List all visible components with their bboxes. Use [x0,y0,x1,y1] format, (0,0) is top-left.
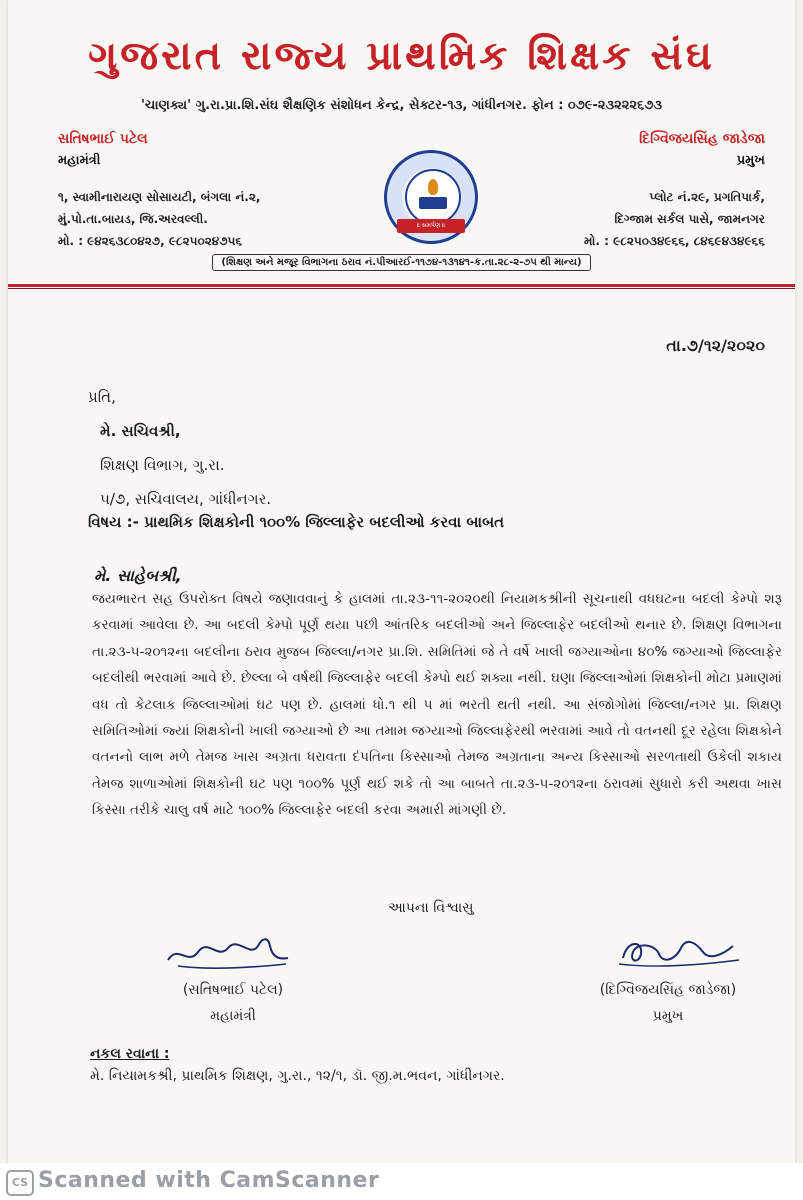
signatory-left-name: (સતિષભાઈ પટેલ) [182,982,284,998]
general-secretary-address-2: મું.પો.તા.બાયડ, જિ.અરવલ્લી. [58,212,208,226]
letter-sheet [8,0,795,1165]
copy-to-label: નકલ રવાના : [90,1046,170,1062]
recipient-block [88,380,271,516]
president-address-1: પ્લોટ નં.૨૯, પ્રગતિપાર્ક, [649,190,765,204]
president-phone: મો. : ૯૮૨૫૦૩૪૯૬૬, ૮૪૬૯૪૩૪૯૬૬ [583,234,765,248]
signature-right [563,930,773,1024]
closing: આપના વિશ્વાસુ [388,900,474,916]
signatory-right-role: પ્રમુખ [652,1008,684,1024]
organization-title: ગુજરાત રાજ્ય પ્રાથમિક શિક્ષક સંઘ [88,33,715,79]
book-icon [419,197,447,209]
salutation: મે. સાહેબશ્રી, [94,566,182,585]
seal-inner-ring [405,169,461,225]
signatory-right-name: (દિગ્વિજયસિંહ જાડેજા) [599,982,737,998]
general-secretary-address-1: ૧, સ્વામીનારાયણ સોસાયટી, બંગલા નં.૨, [58,190,261,204]
organization-seal-icon [384,150,478,244]
camscanner-logo-icon: CS [6,1170,34,1196]
copy-to-recipient: મે. નિયામકશ્રી, પ્રાથમિક શિક્ષણ, ગુ.રા., ૧૨/૧, ડૉ. જી.મ.ભવન, ગાંધીનગર. [90,1068,505,1084]
general-secretary-phone: મો. : ૯૪૨૬૩૮૦૪૨૭, ૯૮૨૫૦૨૪૭૫૬ [58,234,243,248]
letterhead-divider [8,284,795,287]
organization-address: 'ચાણક્ય' ગુ.રા.પ્રા.શિ.સંઘ શૈક્ષણિક સંશોધન કેન્દ્ર, સેક્ટર-૧૩, ગાંધીનગર. ફોન : ૦૭૯-૨૩૨૨૨૬૭૩ [140,98,663,113]
signature-scribble-icon [158,930,308,974]
signature-scribble-icon [563,930,773,974]
letterhead-divider-thin [8,288,795,289]
scanner-watermark [0,1163,803,1200]
signatory-left-role: મહામંત્રી [210,1008,256,1024]
recipient-line: શિક્ષણ વિભાગ, ગુ.રા. [100,456,225,474]
recipient-line: ૫/૭, સચિવાલય, ગાંધીનગર. [100,490,272,508]
recipient-line: મે. સચિવશ્રી, [100,422,181,440]
camscanner-text: Scanned with CamScanner [38,1168,380,1193]
president-role: પ્રમુખ [736,153,765,168]
president-address-2: દિગ્જામ સર્કલ પાસે, જામનગર [614,212,765,226]
president-block [584,128,765,252]
recipient-line: પ્રતિ, [88,388,116,406]
president-name: દિગ્વિજયસિંહ જાડેજા [639,131,765,147]
letter-subject: વિષય :- પ્રાથમિક શિક્ષકોની ૧૦૦% જિલ્લાફેર બદલીઓ કરવા બાબત [88,513,505,531]
general-secretary-name: સતિષભાઈ પટેલ [58,131,148,147]
letter-date: તા.૭/૧૨/૨૦૨૦ [666,336,765,355]
seal-motto: ॥ સમર્પણ ॥ [397,219,465,233]
registration-text: (શિક્ષણ અને મજૂર વિભાગના ઠરાવ નં.પીઆરઈ-૧૧૭૪-૧૩૧૪૧-ક.તા.૨૮-૨-૭૫ થી માન્ય) [212,254,590,271]
general-secretary-block [58,128,260,252]
general-secretary-role: મહામંત્રી [58,153,101,168]
signature-left [158,930,308,1024]
flame-icon [428,179,438,195]
letter-body: જયભારત સહ ઉપરોક્ત વિષયે જણાવવાનું કે હાલમાં તા.૨૩-૧૧-૨૦૨૦થી નિયામકશ્રીની સૂચનાથી વધઘટના બદલી કેમ્પો શરૂ કરવામાં આવેલા છે. આ બદલી કેમ્પો પૂર્ણ થયા પછી આંતરિક બદલીઓ અને જિલ્લાફેર બદલીઓ થનાર છે. શિક્ષણ વિભાગના તા.૨૩-૫-૨૦૧૨ના બદલીના ઠરાવ મુજબ જિલ્લા/નગર પ્રા.શિ. સમિતિમાં જે તે વર્ષે ખાલી જગ્યાઓના ૪૦% જગ્યાઓ જિલ્લાફેર બદલીથી ભરવામાં આવે છે. છેલ્લા બે વર્ષથી જિલ્લાફેર બદલી કેમ્પો થઈ શક્યા નથી. ઘણા જિલ્લાઓમાં શિક્ષકોની મોટા પ્રમાણમાં વધ તો કેટલાક જિલ્લાઓમાં ઘટ પણ છે. હાલમાં ધો.૧ થી ૫ માં ભરતી થતી નથી. આ સંજોગોમાં જિલ્લા/નગર પ્રા. શિક્ષણ સમિતિઓમાં જ્યાં શિક્ષકોની ખાલી જગ્યાઓ છે આ તમામ જગ્યાઓ જિલ્લાફેરથી ભરવામાં આવે તો વતનથી દૂર રહેલા શિક્ષકોને વતનનો લાભ મળે તેમજ ખાસ અગ્રતા ધરાવતા દંપતિના કિસ્સાઓ તેમજ અગ્રતાના અન્ય કિસ્સાઓ સરળતાથી ઉકેલી શકાય તેમજ શાળાઓમાં શિક્ષકોની ઘટ પણ ૧૦૦% પૂર્ણ થઈ શકે તો આ બાબતે તા.૨૩-૫-૨૦૧૨ના ઠરાવમાં સુધારો કરી અથવા ખાસ કિસ્સા તરીકે ચાલુ વર્ષ માટે ૧૦૦% જિલ્લાફેર બદલી કરવા અમારી માંગણી છે. [92,591,782,819]
registration-note [8,257,795,268]
